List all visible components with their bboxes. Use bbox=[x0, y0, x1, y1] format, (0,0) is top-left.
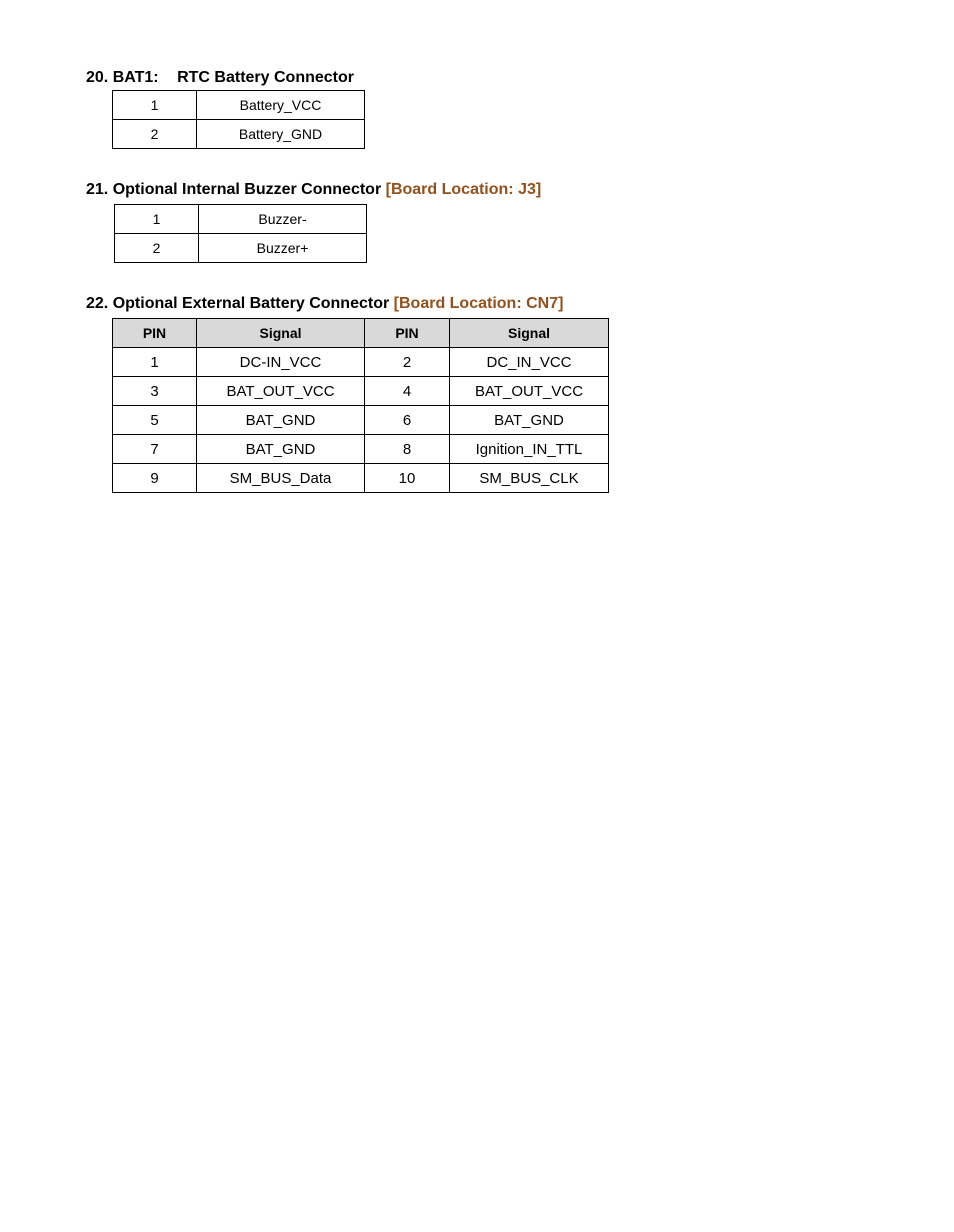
pin-cell: 1 bbox=[113, 91, 197, 120]
pin-cell: 2 bbox=[113, 120, 197, 149]
table-row bbox=[113, 348, 609, 377]
column-header-signal: Signal bbox=[197, 319, 365, 348]
external-battery-pin-table bbox=[112, 318, 609, 493]
signal-cell: Battery_GND bbox=[197, 120, 365, 149]
board-location: [Board Location: CN7] bbox=[393, 295, 564, 312]
section-heading-bat1 bbox=[86, 68, 354, 88]
table-row bbox=[115, 234, 367, 263]
signal-cell: SM_BUS_CLK bbox=[450, 464, 609, 493]
pin-cell: 6 bbox=[365, 406, 450, 435]
pin-cell: 5 bbox=[113, 406, 197, 435]
section-title: BAT1: bbox=[112, 69, 159, 86]
table-header-row bbox=[113, 319, 609, 348]
section-subtitle: RTC Battery Connector bbox=[177, 69, 354, 86]
buzzer-pin-table bbox=[114, 204, 367, 263]
section-heading-external-battery bbox=[86, 294, 563, 314]
column-header-pin: PIN bbox=[113, 319, 197, 348]
pin-cell: 2 bbox=[365, 348, 450, 377]
pin-cell: 3 bbox=[113, 377, 197, 406]
section-heading-buzzer bbox=[86, 180, 541, 200]
signal-cell: BAT_OUT_VCC bbox=[197, 377, 365, 406]
table-row bbox=[115, 205, 367, 234]
signal-cell: DC_IN_VCC bbox=[450, 348, 609, 377]
board-location: [Board Location: J3] bbox=[385, 181, 542, 198]
pin-cell: 2 bbox=[115, 234, 199, 263]
signal-cell: SM_BUS_Data bbox=[197, 464, 365, 493]
pin-cell: 1 bbox=[113, 348, 197, 377]
signal-cell: Buzzer+ bbox=[199, 234, 367, 263]
signal-cell: DC-IN_VCC bbox=[197, 348, 365, 377]
signal-cell: BAT_GND bbox=[450, 406, 609, 435]
signal-cell: BAT_OUT_VCC bbox=[450, 377, 609, 406]
pin-cell: 4 bbox=[365, 377, 450, 406]
table-row bbox=[113, 464, 609, 493]
section-number: 22. bbox=[86, 295, 109, 312]
section-title: Optional External Battery Connector bbox=[112, 295, 390, 312]
column-header-pin: PIN bbox=[365, 319, 450, 348]
table-row bbox=[113, 91, 365, 120]
table-row bbox=[113, 435, 609, 464]
bat1-pin-table bbox=[112, 90, 365, 149]
table-row bbox=[113, 377, 609, 406]
signal-cell: BAT_GND bbox=[197, 435, 365, 464]
pin-cell: 8 bbox=[365, 435, 450, 464]
signal-cell: Battery_VCC bbox=[197, 91, 365, 120]
pin-cell: 1 bbox=[115, 205, 199, 234]
table-row bbox=[113, 120, 365, 149]
signal-cell: Ignition_IN_TTL bbox=[450, 435, 609, 464]
pin-cell: 10 bbox=[365, 464, 450, 493]
signal-cell: BAT_GND bbox=[197, 406, 365, 435]
column-header-signal: Signal bbox=[450, 319, 609, 348]
section-number: 21. bbox=[86, 181, 109, 198]
section-number: 20. bbox=[86, 69, 109, 86]
signal-cell: Buzzer- bbox=[199, 205, 367, 234]
section-title: Optional Internal Buzzer Connector bbox=[112, 181, 382, 198]
pin-cell: 9 bbox=[113, 464, 197, 493]
table-row bbox=[113, 406, 609, 435]
pin-cell: 7 bbox=[113, 435, 197, 464]
